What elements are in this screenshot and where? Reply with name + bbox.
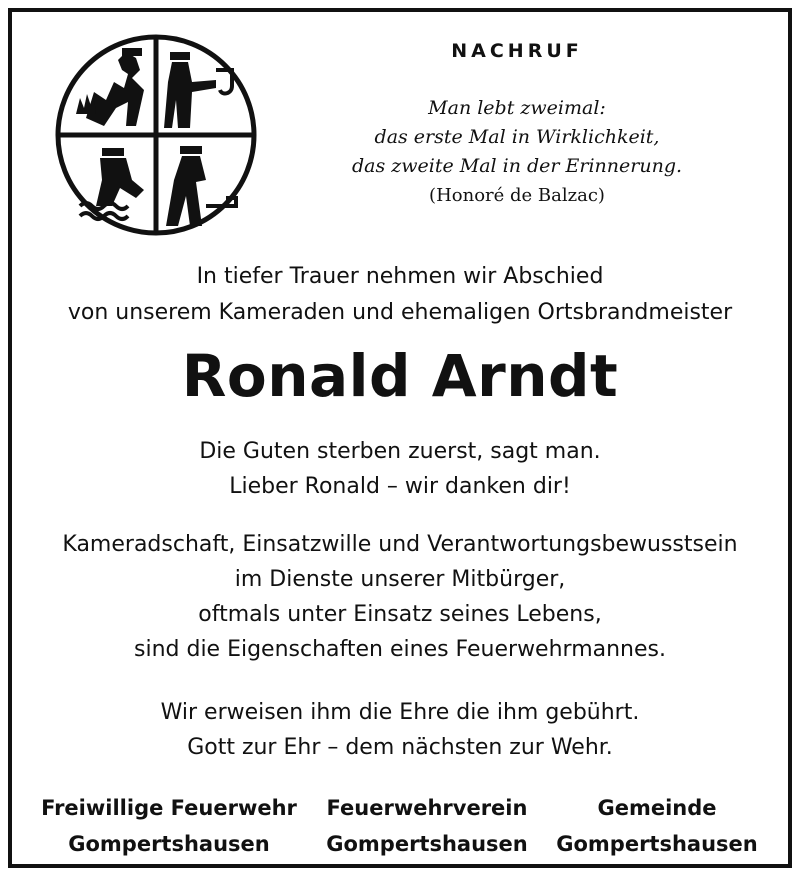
intro-line: von unserem Kameraden und ehemaligen Ortsbrandmeister [67,300,733,325]
signature-municipality [542,790,772,862]
paragraph-line: Wir erweisen ihm die Ehre die ihm gebührt. [160,700,640,725]
signature-place: Gompertshausen [556,832,758,856]
paragraph-line: Lieber Ronald – wir danken dir! [229,474,571,499]
quote-author: (Honoré de Balzac) [429,185,605,206]
signature-association [312,790,542,862]
deceased-name: Ronald Arndt [181,342,619,410]
signature-org: Feuerwehrverein [326,796,528,820]
page-title: NACHRUF [451,40,583,62]
intro-line: In tiefer Trauer nehmen wir Abschied [196,264,604,289]
paragraph-line: sind die Eigenschaften eines Feuerwehrmannes. [134,637,666,662]
paragraph-line: Gott zur Ehr – dem nächsten zur Wehr. [187,735,613,760]
firefighter-emblem-icon [55,30,257,240]
quote-block [312,94,722,210]
intro-text [12,259,788,331]
signature-place: Gompertshausen [326,832,528,856]
signature-org: Freiwillige Feuerwehr [41,796,297,820]
paragraph-line: oftmals unter Einsatz seines Lebens, [198,602,602,627]
quote-line: das erste Mal in Wirklichkeit, [374,126,660,148]
paragraph-line: im Dienste unserer Mitbürger, [234,567,566,592]
signature-place: Gompertshausen [68,832,270,856]
paragraph-line: Kameradschaft, Einsatzwille und Verantwortungsbewusstsein [62,532,738,557]
paragraph-thanks [12,434,788,504]
paragraph-line: Die Guten sterben zuerst, sagt man. [199,439,601,464]
signature-org: Gemeinde [597,796,717,820]
paragraph-virtues [12,527,788,667]
quote-line: Man lebt zweimal: [428,97,606,119]
obituary-frame [8,8,792,868]
signature-fire-brigade [34,790,304,862]
quote-line: das zweite Mal in der Erinnerung. [351,155,683,177]
paragraph-honor [12,695,788,765]
